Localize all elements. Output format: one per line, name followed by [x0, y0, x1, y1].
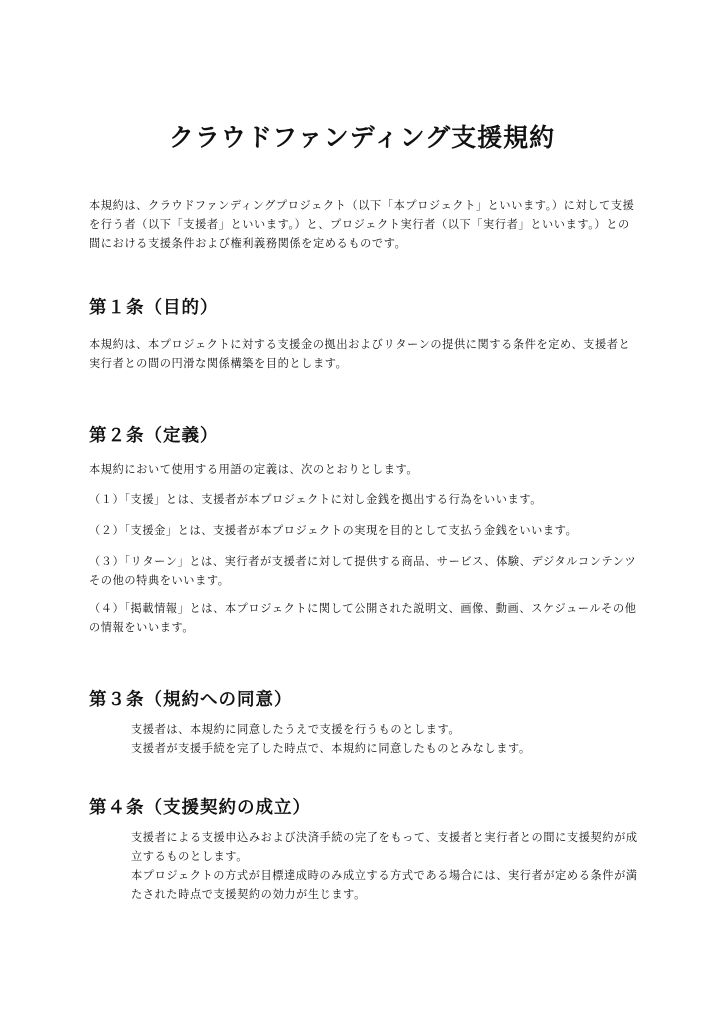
- article-4-line-2: 本プロジェクトの方式が目標達成時のみ成立する方式である場合には、実行者が定める条件が満たされた時点で支援契約の効力が生じます。: [131, 869, 638, 901]
- article-1-body: 本規約は、本プロジェクトに対する支援金の拠出およびリターンの提供に関する条件を定め、支援者と実行者との間の円滑な関係構築を目的とします。: [89, 338, 631, 370]
- article-1-heading: 第１条（目的）: [89, 298, 219, 318]
- article-2-item-1: （１）「支援」とは、支援者が本プロジェクトに対し金銭を拠出する行為をいいます。: [89, 493, 542, 506]
- article-2-item-4: （４）「掲載情報」とは、本プロジェクトに関して公開された説明文、画像、動画、スケジュールその他の情報をいいます。: [89, 602, 637, 634]
- article-2-item-3: （３）「リターン」とは、実行者が支援者に対して提供する商品、サービス、体験、デジタルコンテンツその他の特典をいいます。: [89, 555, 637, 587]
- intro-paragraph: 本規約は、クラウドファンディングプロジェクト（以下「本プロジェクト」といいます。）に対して支援を行う者（以下「支援者」といいます。）と、プロジェクト実行者（以下「実行者」といいます。）との間における支援条件および権利義務関係を定めるものです。: [89, 199, 635, 250]
- article-3-heading: 第３条（規約への同意）: [89, 690, 293, 710]
- article-4-heading: 第４条（支援契約の成立）: [89, 798, 311, 818]
- article-2-heading: 第２条（定義）: [89, 426, 219, 446]
- article-3-line-1: 支援者は、本規約に同意したうえで支援を行うものとします。: [131, 723, 461, 736]
- document-title: クラウドファンディング支援規約: [168, 123, 556, 152]
- article-3-line-2: 支援者が支援手続を完了した時点で、本規約に同意したものとみなします。: [131, 742, 531, 755]
- article-2-lead: 本規約において使用する用語の定義は、次のとおりとします。: [89, 463, 419, 476]
- article-2-item-2: （２）「支援金」とは、支援者が本プロジェクトの実現を目的として支払う金銭をいいます。: [89, 524, 578, 537]
- article-4-line-1: 支援者による支援申込みおよび決済手続の完了をもって、支援者と実行者との間に支援契約が成立するものとします。: [131, 831, 638, 863]
